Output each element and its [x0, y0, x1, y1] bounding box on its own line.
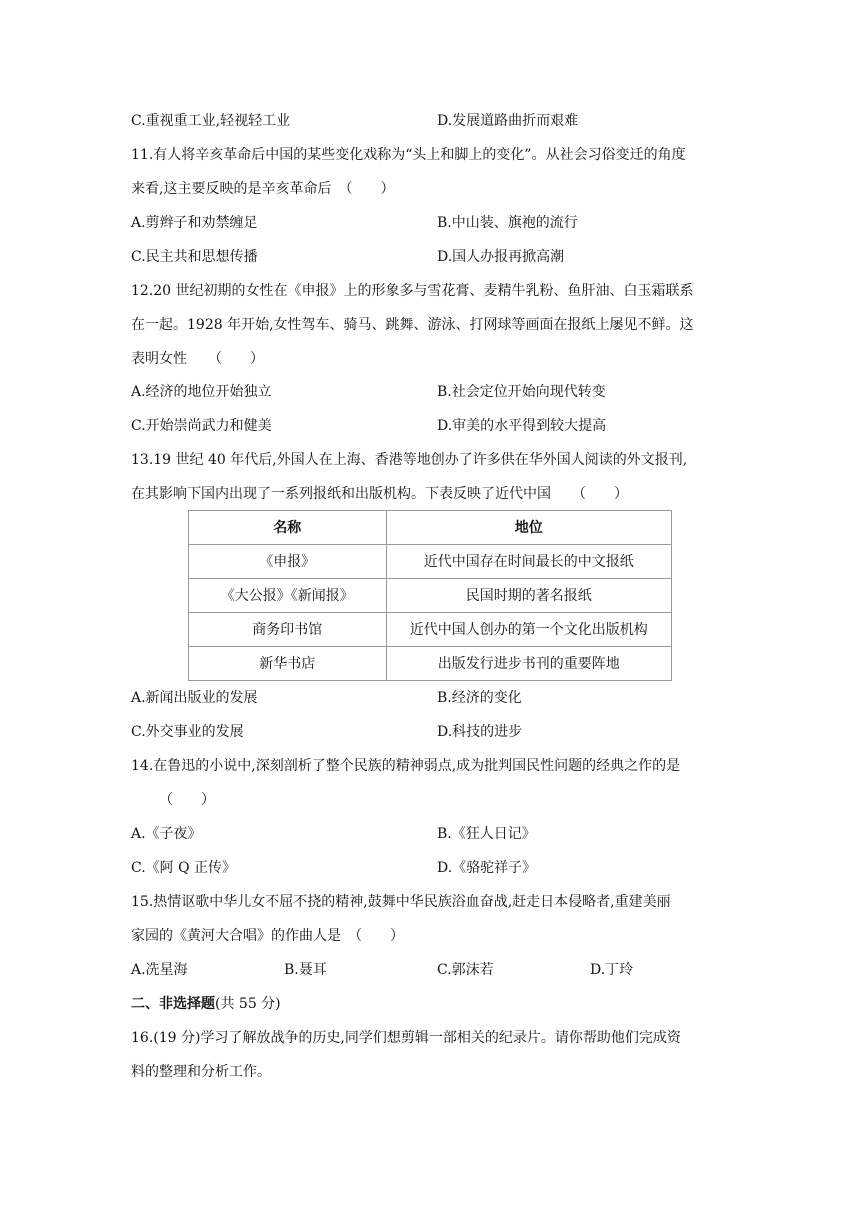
option-10d[interactable]: D.发展道路曲折而艰难 — [437, 113, 579, 129]
table-cell: 民国时期的著名报纸 — [386, 579, 671, 613]
question-13-stem-line-2: 在其影响下国内出现了一系列报纸和出版机构。下表反映了近代中国 （ ） — [131, 486, 628, 502]
table-row — [189, 545, 672, 579]
section-2-heading: 二、非选择题 — [131, 996, 215, 1012]
table-cell: 出版发行进步书刊的重要阵地 — [386, 647, 671, 681]
question-11-stem-line-1: 11.有人将辛亥革命后中国的某些变化戏称为“头上和脚上的变化”。从社会习俗变迁的角度 — [131, 147, 686, 163]
option-15a[interactable]: A.冼星海 — [131, 962, 188, 978]
option-15b[interactable]: B.聂耳 — [284, 962, 327, 978]
option-10c[interactable]: C.重视重工业,轻视轻工业 — [131, 113, 291, 129]
question-15-stem-line-1: 15.热情讴歌中华儿女不屈不挠的精神,鼓舞中华民族浴血奋战,赶走日本侵略者,重建美丽 — [131, 894, 671, 910]
question-12-stem-line-2: 在一起。1928 年开始,女性驾车、骑马、跳舞、游泳、打网球等画面在报纸上屡见不鲜。这 — [131, 317, 694, 333]
option-15d[interactable]: D.丁玲 — [590, 962, 634, 978]
option-12b[interactable]: B.社会定位开始向现代转变 — [437, 384, 606, 400]
table-cell: 《大公报》《新闻报》 — [189, 579, 387, 613]
option-12d[interactable]: D.审美的水平得到较大提高 — [437, 418, 607, 434]
table-cell: 商务印书馆 — [189, 613, 387, 647]
option-11d[interactable]: D.国人办报再掀高潮 — [437, 249, 565, 265]
option-14a[interactable]: A.《子夜》 — [131, 826, 202, 842]
question-15-stem-line-2: 家园的《黄河大合唱》的作曲人是 （ ） — [131, 928, 404, 944]
option-13b[interactable]: B.经济的变化 — [437, 690, 522, 706]
newspaper-table — [188, 510, 672, 681]
option-13c[interactable]: C.外交事业的发展 — [131, 724, 244, 740]
question-16-stem-line-2: 料的整理和分析工作。 — [131, 1064, 271, 1080]
question-12-stem-line-3: 表明女性 （ ） — [131, 351, 264, 367]
option-15c[interactable]: C.郭沫若 — [437, 962, 494, 978]
option-11c[interactable]: C.民主共和思想传播 — [131, 249, 258, 265]
section-2-heading-line — [131, 994, 281, 1014]
table-header-name: 名称 — [189, 511, 387, 545]
table-header-status: 地位 — [386, 511, 671, 545]
section-2-score: (共 55 分) — [215, 996, 281, 1012]
table-row — [189, 579, 672, 613]
table-row — [189, 613, 672, 647]
question-16-stem-line-1: 16.(19 分)学习了解放战争的历史,同学们想剪辑一部相关的纪录片。请你帮助他们完成资 — [131, 1030, 681, 1046]
table-row — [189, 647, 672, 681]
question-14-stem-line-2: （ ） — [159, 792, 215, 808]
option-12a[interactable]: A.经济的地位开始独立 — [131, 384, 272, 400]
table-cell: 新华书店 — [189, 647, 387, 681]
table-header-row — [189, 511, 672, 545]
option-13d[interactable]: D.科技的进步 — [437, 724, 523, 740]
option-11b[interactable]: B.中山装、旗袍的流行 — [437, 215, 578, 231]
option-13a[interactable]: A.新闻出版业的发展 — [131, 690, 258, 706]
question-14-stem-line-1: 14.在鲁迅的小说中,深刻剖析了整个民族的精神弱点,成为批判国民性问题的经典之作的是 — [131, 758, 681, 774]
question-12-stem-line-1: 12.20 世纪初期的女性在《申报》上的形象多与雪花膏、麦精牛乳粉、鱼肝油、白玉霜联系 — [131, 283, 694, 299]
table-cell: 近代中国人创办的第一个文化出版机构 — [386, 613, 671, 647]
option-14b[interactable]: B.《狂人日记》 — [437, 826, 536, 842]
table-cell: 《申报》 — [189, 545, 387, 579]
question-13-stem-line-1: 13.19 世纪 40 年代后,外国人在上海、香港等地创办了许多供在华外国人阅读的外文报刊, — [131, 452, 688, 468]
option-14c[interactable]: C.《阿 Q 正传》 — [131, 860, 237, 876]
option-14d[interactable]: D.《骆驼祥子》 — [437, 860, 537, 876]
question-11-stem-line-2: 来看,这主要反映的是辛亥革命后 （ ） — [131, 181, 395, 197]
table-cell: 近代中国存在时间最长的中文报纸 — [386, 545, 671, 579]
option-12c[interactable]: C.开始崇尚武力和健美 — [131, 418, 272, 434]
option-11a[interactable]: A.剪辫子和劝禁缠足 — [131, 215, 258, 231]
